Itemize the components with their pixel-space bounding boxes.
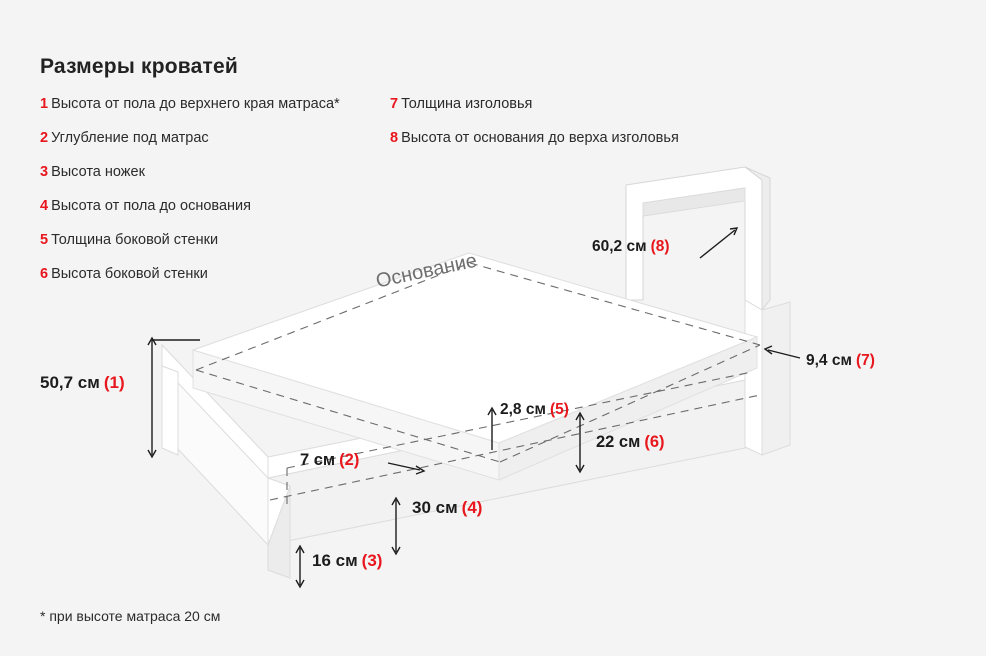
base-label: Основание	[374, 249, 479, 293]
legend-number: 6	[40, 266, 49, 283]
legend-number: 3	[40, 164, 49, 181]
dimension-2-ref: (2)	[339, 451, 360, 469]
dimension-3-value: 16 см	[312, 551, 358, 570]
dimension-8-value: 60,2 см	[592, 238, 647, 255]
page-title: Размеры кроватей	[40, 55, 238, 78]
dimension-3-ref: (3)	[361, 551, 383, 570]
dimension-7-ref: (7)	[855, 352, 875, 369]
dimension-4-value: 30 см	[412, 498, 458, 517]
dimension-5-ref: (5)	[549, 401, 569, 418]
dimension-5	[500, 401, 569, 419]
dimension-4-ref: (4)	[461, 498, 483, 517]
legend-label: Высота ножек	[51, 164, 145, 181]
dimension-8-ref: (8)	[650, 238, 670, 255]
legend-label: Высота от пола до верхнего края матраса*	[51, 96, 340, 112]
legend-number: 8	[390, 130, 399, 147]
legend-label: Высота от основания до верха изголовья	[401, 130, 679, 147]
dimension-2	[300, 451, 359, 470]
dimension-2-value: 7 см	[300, 451, 336, 469]
dimension-1	[40, 373, 125, 393]
dimension-1-value: 50,7 см	[40, 373, 100, 392]
footnote: * при высоте матраса 20 см	[40, 608, 221, 624]
dimension-1-ref: (1)	[103, 373, 125, 392]
dimension-3	[312, 551, 382, 571]
legend-number: 1	[40, 96, 49, 112]
legend-label: Высота от пола до основания	[51, 198, 251, 215]
dimension-6-value: 22 см	[596, 433, 641, 451]
legend-number: 5	[40, 232, 49, 249]
dimension-7	[806, 352, 875, 370]
legend-label: Высота боковой стенки	[51, 266, 208, 283]
dimension-5-value: 2,8 см	[500, 401, 546, 418]
legend-label: Углубление под матрас	[51, 130, 209, 147]
dimension-6-ref: (6)	[644, 433, 665, 451]
dimension-7-value: 9,4 см	[806, 352, 852, 369]
dimension-6	[596, 433, 665, 452]
legend-number: 2	[40, 130, 49, 147]
dimension-4	[412, 498, 482, 518]
dimension-8	[592, 238, 670, 256]
legend-label: Толщина боковой стенки	[51, 232, 219, 249]
legend-label: Толщина изголовья	[401, 96, 533, 112]
legend-number: 7	[390, 96, 399, 112]
legend-number: 4	[40, 198, 49, 215]
